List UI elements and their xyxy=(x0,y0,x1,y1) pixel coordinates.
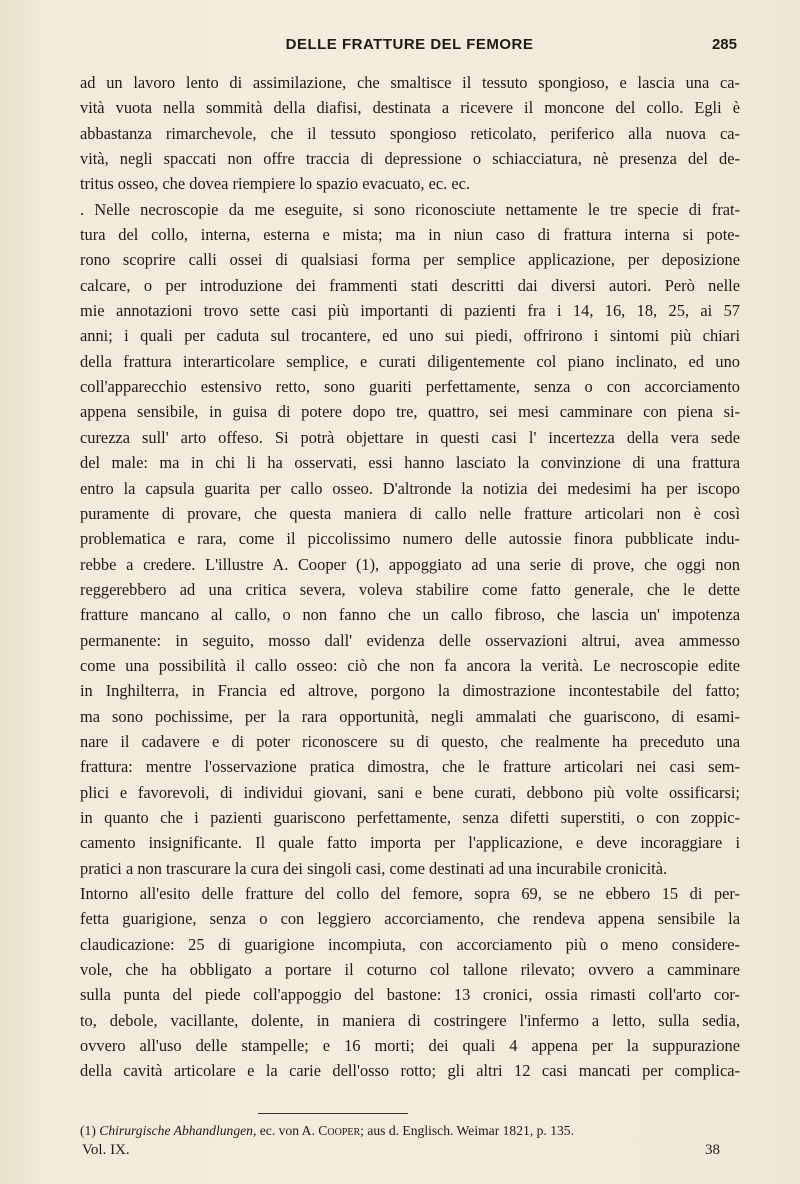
text-line: mie annotazioni trovo sette casi più importanti di pazienti fra i 14, 16, 18, 25, ai 57 xyxy=(80,301,740,321)
text-line: fetta guarigione, senza o con leggiero accorciamento, che rendeva appena sensibile la xyxy=(80,909,740,929)
text-line: problematica e rara, come il piccolissimo numero delle autossie finora pubblicate indu- xyxy=(80,529,740,549)
volume-label: Vol. IX. xyxy=(82,1142,130,1158)
page-header xyxy=(82,36,737,60)
text-line: tura del collo, interna, esterna e mista; ma in niun caso di frattura interna si pote- xyxy=(80,225,740,245)
footnote xyxy=(80,1122,740,1140)
text-line: ma sono pochissime, per la rara opportunità, negli ammalati che guariscono, di esami- xyxy=(80,706,740,726)
text-line: come una possibilità il callo osseo: ciò che non fa ancora la verità. Le necroscopie edite xyxy=(80,655,740,675)
footnote-text: ec. von A. xyxy=(259,1123,315,1138)
text-line: to, debole, vacillante, dolente, in maniera di costringere l'infermo a letto, sulla sedia, xyxy=(80,1010,740,1030)
text-line: permanente: in seguito, mosso dall' evidenza delle osservazioni altrui, avea ammesso xyxy=(80,630,740,650)
text-line: appena sensibile, in guisa di potere dopo tre, quattro, sei mesi camminare con piena si- xyxy=(80,402,740,422)
text-line: del male: ma in chi li ha osservati, essi hanno lasciato la convinzione di una frattura xyxy=(80,453,740,473)
footnote-divider xyxy=(258,1113,408,1114)
text-line: tritus osseo, che dovea riempiere lo spazio evacuato, ec. ec. xyxy=(80,174,471,194)
text-line: claudicazione: 25 di guarigione incompiuta, con accorciamento più o meno considere- xyxy=(80,934,740,954)
text-line: anni; i quali per caduta sul trocantere, ed uno sui piedi, offrirono i sintomi più chiari xyxy=(80,326,740,346)
text-line: rebbe a credere. L'illustre A. Cooper (1), appoggiato ad una serie di prove, che oggi non xyxy=(80,554,740,574)
text-line: frattura: mentre l'osservazione pratica dimostra, che le fratture articolari nei casi sem- xyxy=(80,757,740,777)
body-text xyxy=(80,70,740,1084)
text-line: vità, negli spaccati non offre traccia di depressione o schiacciatura, nè presenza del de- xyxy=(80,149,740,169)
text-line: coll'apparecchio estensivo retto, sono guariti perfettamente, senza o con accorciamento xyxy=(80,377,740,397)
text-line: sulla punta del piede coll'appoggio del bastone: 13 cronici, ossia rimasti coll'arto cor- xyxy=(80,985,740,1005)
text-line: vole, che ha obbligato a portare il coturno col tallone rilevato; ovvero a camminare xyxy=(80,960,740,980)
text-line: camento insignificante. Il quale fatto importa per l'applicazione, e deve incoraggiare i xyxy=(80,833,740,853)
text-line: ad un lavoro lento di assimilazione, che smaltisce il tessuto spongioso, e lascia una ca- xyxy=(80,73,740,92)
text-line: in Inghilterra, in Francia ed altrove, porgono la dimostrazione incontestabile del fatto; xyxy=(80,681,740,701)
page-footer xyxy=(80,1142,740,1162)
text-line: puramente di provare, che questa maniera di callo nelle fratture articolari non è così xyxy=(80,503,740,523)
text-line: . Nelle necroscopie da me eseguite, si sono riconosciute nettamente le tre specie di frat- xyxy=(80,199,740,219)
footnote-text: ; aus d. Englisch. Weimar 1821, p. 135. xyxy=(360,1123,575,1138)
text-line: abbastanza rimarchevole, che il tessuto spongioso reticolato, periferico alla nuova ca- xyxy=(80,123,740,143)
text-line: ovvero all'uso delle stampelle; e 16 morti; dei quali 4 appena per la suppurazione xyxy=(80,1036,740,1056)
running-title: DELLE FRATTURE DEL FEMORE xyxy=(285,36,534,53)
text-line: plici e favorevoli, di individui giovani, sani e bene curati, debbono più volte ossificarsi; xyxy=(80,782,740,802)
page-number: 285 xyxy=(711,36,737,53)
signature-mark: 38 xyxy=(705,1142,720,1158)
text-line: fratture mancano al callo, o non fanno che un callo fibroso, che lascia un' impotenza xyxy=(80,605,740,625)
text-line: vità vuota nella sommità della diafisi, destinata a ricevere il moncone del collo. Egli è xyxy=(80,98,740,118)
text-line: pratici a non trascurare la cura dei singoli casi, come destinati ad una incurabile cronicità. xyxy=(80,858,668,878)
footnote-author: Cooper xyxy=(318,1123,361,1138)
text-line: calcare, o per introduzione dei frammenti stati descritti dai diversi autori. Però nelle xyxy=(80,275,740,295)
footnote-marker: (1) xyxy=(80,1123,96,1138)
text-line: reggerebbero ad una critica severa, voleva stabilire come fatto generale, che le dette xyxy=(80,579,740,599)
text-line: della cavità articolare e la carie dell'osso rotto; gli altri 12 casi mancati per complica- xyxy=(80,1061,740,1081)
text-line: Intorno all'esito delle fratture del collo del femore, sopra 69, se ne ebbero 15 di per- xyxy=(80,884,740,903)
text-line: curezza sull' arto offeso. Si potrà objettare in questi casi l' incertezza della vera sede xyxy=(80,427,740,447)
text-line: nare il cadavere e di poter riconoscere su di questo, che realmente ha preceduto una xyxy=(80,731,740,751)
text-line: rono scoprire calli ossei di qualsiasi forma per semplice applicazione, per deposizione xyxy=(80,250,740,270)
text-line: entro la capsula guarita per callo osseo. D'altronde la notizia dei medesimi ha per iscopo xyxy=(80,478,740,498)
footnote-title: Chirurgische Abhandlungen, xyxy=(99,1123,257,1138)
text-line: in quanto che i pazienti guariscono perfettamente, senza difetti superstiti, o con zoppic- xyxy=(80,807,740,827)
text-line: della frattura interarticolare semplice, e curati diligentemente col piano inclinato, ed uno xyxy=(80,351,740,371)
